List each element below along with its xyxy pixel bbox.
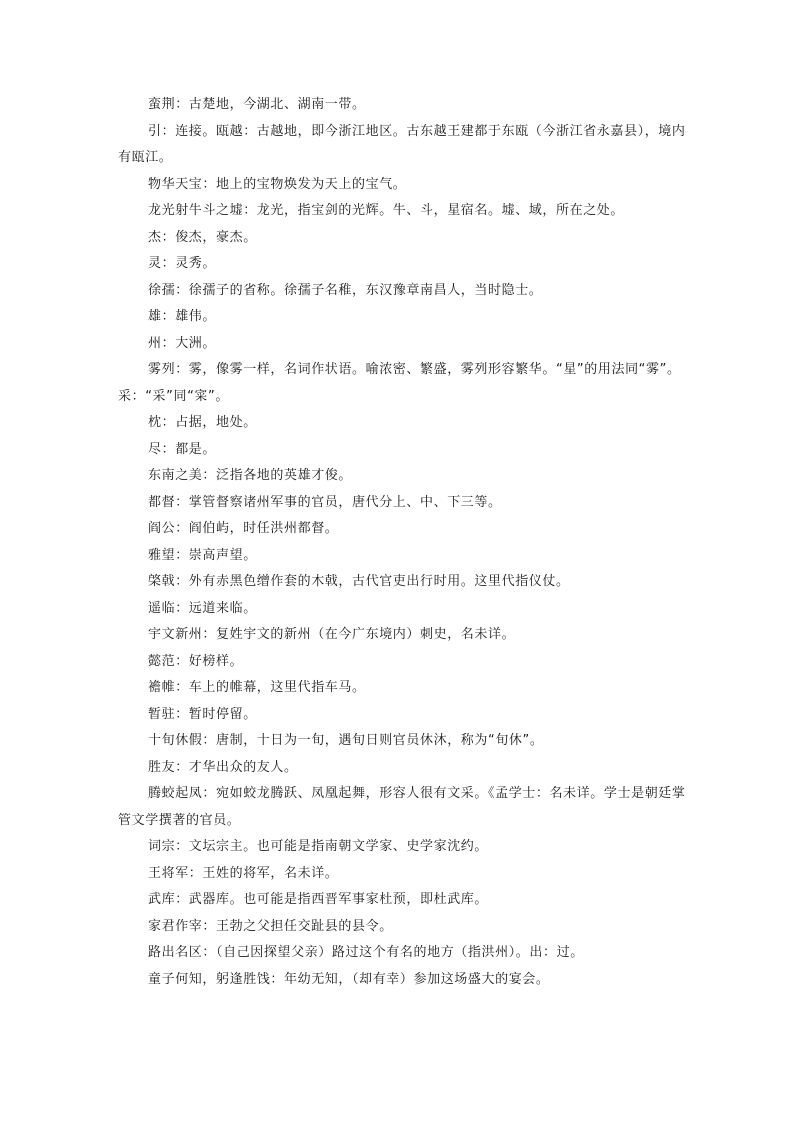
annotation-entry: 物华天宝：地上的宝物焕发为天上的宝气。 (148, 176, 407, 192)
annotation-entry: 宇文新州：复姓宇文的新州（在今广东境内）刺史，名未详。 (148, 627, 516, 642)
annotation-entry: 徐孺：徐孺子的省称。徐孺子名稚，东汉豫章南昌人，当时隐士。 (148, 282, 543, 298)
annotation-entry: 棨戟：外有赤黑色缯作套的木戟，古代官吏出行时用。这里代指仪仗。 (148, 574, 570, 589)
annotation-entry: 襜帷：车上的帷幕，这里代指车马。 (148, 680, 366, 695)
annotation-entry: 都督：掌管督察诸州军事的官员，唐代分上、中、下三等。 (148, 494, 502, 510)
annotation-list (118, 92, 688, 993)
annotation-entry: 阎公：阎伯屿，时任洪州都督。 (148, 521, 339, 536)
annotation-entry: 雄：雄伟。 (148, 309, 217, 324)
annotation-entry: 遥临：远道来临。 (148, 600, 257, 616)
annotation-entry: 胜友：才华出众的友人。 (148, 759, 298, 775)
annotation-entry: 家君作宰：王勃之父担任交趾县的县令。 (148, 918, 393, 934)
annotation-entry: 杰：俊杰，豪杰。 (148, 229, 257, 245)
annotation-entry: 暂驻：暂时停留。 (148, 706, 257, 722)
annotation-entry: 词宗：文坛宗主。也可能是指南朝文学家、史学家沈约。 (148, 839, 489, 854)
annotation-entry: 枕：占据，地处。 (148, 415, 257, 430)
annotation-entry: 懿范：好榜样。 (148, 653, 244, 669)
annotation-entry: 蛮荆：古楚地，今湖北、湖南一带。 (148, 97, 366, 112)
annotation-entry: 龙光射牛斗之墟：龙光，指宝剑的光辉。牛、斗，星宿名。墟、域，所在之处。 (148, 203, 625, 218)
annotation-entry: 童子何知，躬逢胜饯：年幼无知，（却有幸）参加这场盛大的宴会。 (148, 971, 550, 987)
annotation-entry: 引：连接。瓯越：古越地，即今浙江地区。古东越王建都于东瓯（今浙江省永嘉县），境内有瓯江。 (118, 123, 686, 165)
annotation-entry: 雾列：雾，像雾一样，名词作状语。喻浓密、繁盛，雾列形容繁华。“星”的用法同“雾”。采：“采”同“寀”。 (118, 362, 681, 404)
annotation-entry: 东南之美：泛指各地的英雄才俊。 (148, 468, 353, 483)
annotation-entry: 王将军：王姓的将军，名未详。 (148, 865, 339, 881)
annotation-entry: 灵：灵秀。 (148, 256, 217, 271)
annotation-entry: 十旬休假：唐制，十日为一旬，遇旬日则官员休沐，称为“旬休”。 (148, 733, 544, 748)
annotation-entry: 腾蛟起凤：宛如蛟龙腾跃、凤凰起舞，形容人很有文采。《孟学士：名未详。学士是朝廷掌管文学撰著的官员。 (118, 786, 686, 828)
annotation-entry: 州：大洲。 (148, 335, 217, 351)
annotation-entry: 路出名区：（自己因探望父亲）路过这个有名的地方（指洪州）。出：过。 (148, 945, 584, 960)
annotation-entry: 武库：武器库。也可能是指西晋军事家杜预，即杜武库。 (148, 892, 489, 907)
annotation-entry: 尽：都是。 (148, 441, 217, 457)
annotation-entry: 雅望：崇高声望。 (148, 547, 257, 563)
